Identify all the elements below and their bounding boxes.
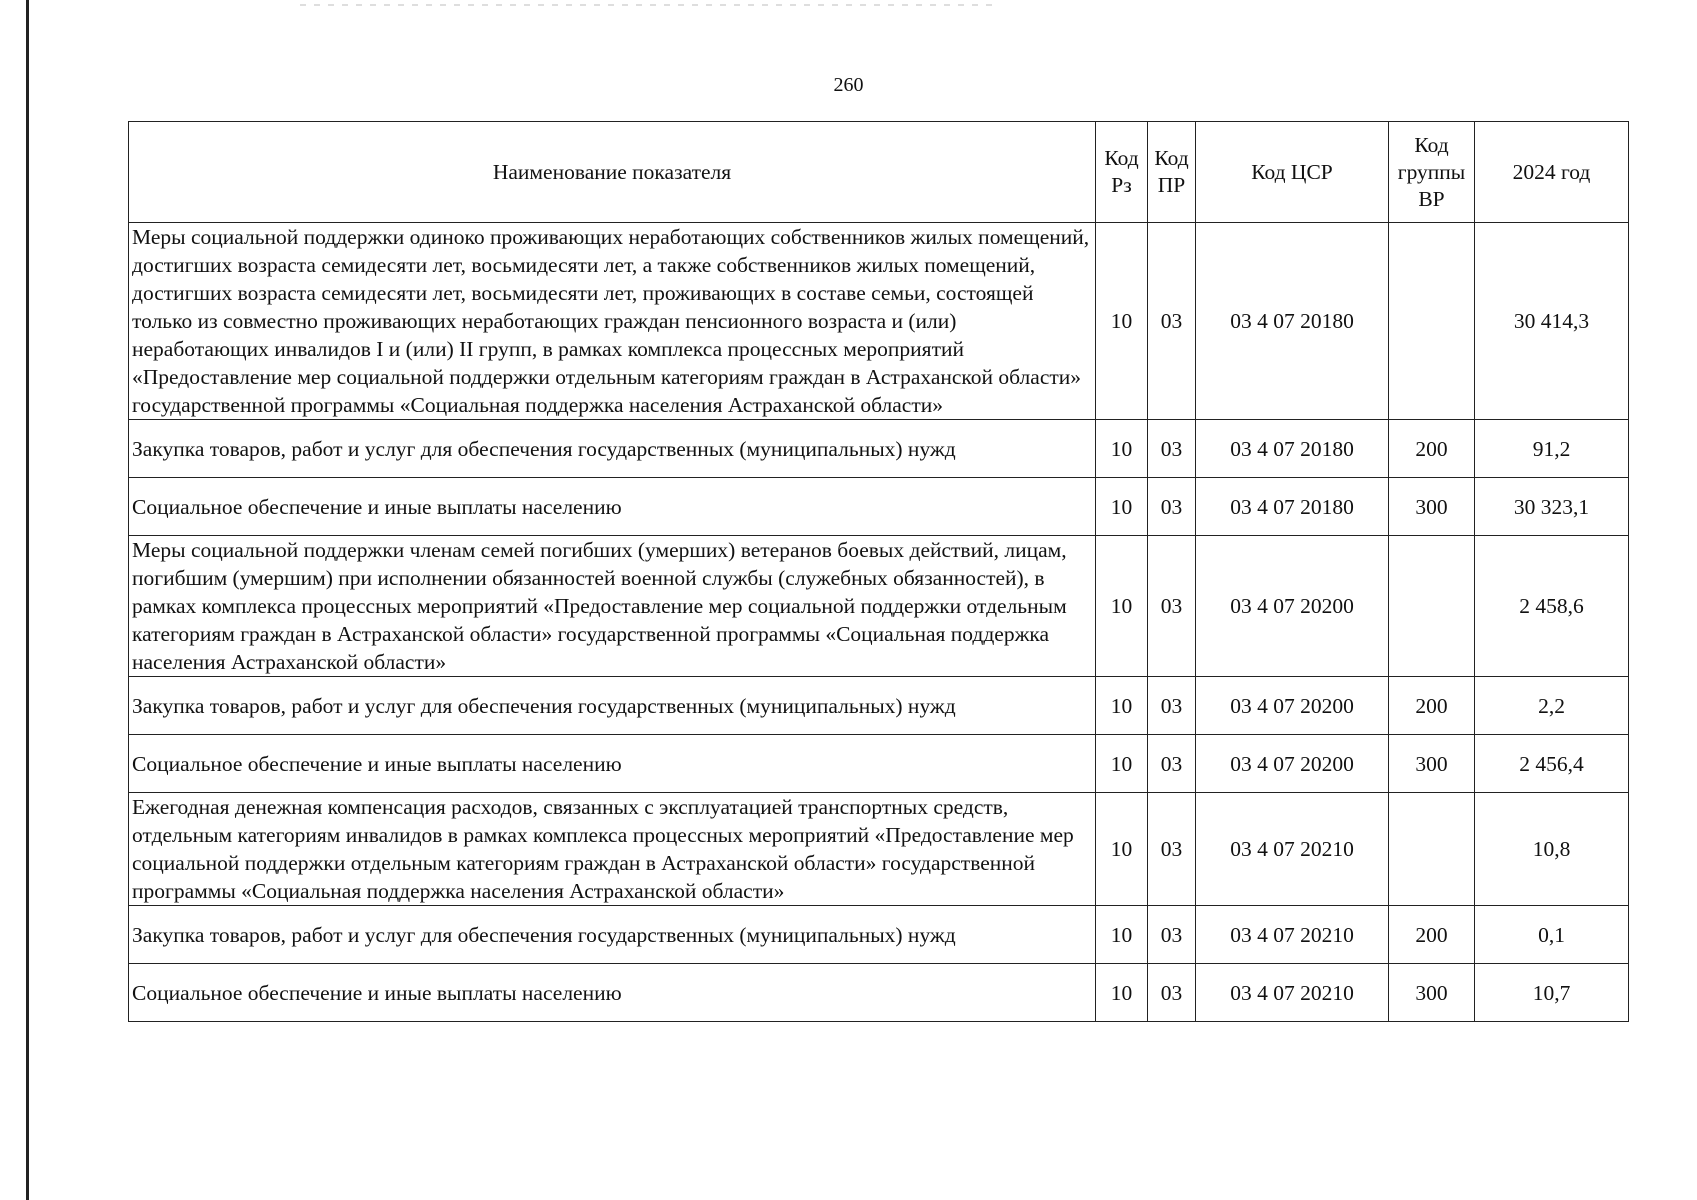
row-vr: 200: [1389, 420, 1475, 478]
row-pr: 03: [1148, 677, 1196, 735]
row-csr: 03 4 07 20200: [1196, 536, 1389, 677]
header-pr: Код ПР: [1148, 122, 1196, 223]
row-value: 91,2: [1475, 420, 1629, 478]
row-csr: 03 4 07 20210: [1196, 906, 1389, 964]
table-row: [129, 906, 1629, 964]
table-row: [129, 793, 1629, 906]
row-value: 2 458,6: [1475, 536, 1629, 677]
table-row: [129, 964, 1629, 1022]
row-rz: 10: [1096, 536, 1148, 677]
row-name: Закупка товаров, работ и услуг для обеспечения государственных (муниципальных) нужд: [129, 906, 1096, 964]
table-row: [129, 478, 1629, 536]
row-pr: 03: [1148, 223, 1196, 420]
row-name: Социальное обеспечение и иные выплаты населению: [129, 735, 1096, 793]
row-rz: 10: [1096, 478, 1148, 536]
row-csr: 03 4 07 20200: [1196, 735, 1389, 793]
header-rz: Код Рз: [1096, 122, 1148, 223]
row-rz: 10: [1096, 735, 1148, 793]
header-vr: Код группы ВР: [1389, 122, 1475, 223]
row-value: 2 456,4: [1475, 735, 1629, 793]
row-vr: [1389, 536, 1475, 677]
row-name: Меры социальной поддержки одиноко проживающих неработающих собственников жилых помещений, достигших возраста семидесяти лет, восьмидесяти лет, а также собственников жилых помещений, достигших возраста семидесяти лет, восьмидесяти лет, проживающих в составе семьи, состоящей только из совместно проживающих неработающих граждан пенсионного возраста и (или) неработающих инвалидов I и (или) II групп, в рамках комплекса процессных мероприятий «Предоставление мер социальной поддержки отдельным категориям граждан в Астраханской области» государственной программы «Социальная поддержка населения Астраханской области»: [129, 223, 1096, 420]
table-row: [129, 223, 1629, 420]
row-csr: 03 4 07 20210: [1196, 793, 1389, 906]
row-pr: 03: [1148, 793, 1196, 906]
row-vr: [1389, 223, 1475, 420]
binding-edge-line: [26, 0, 29, 1200]
table-row: [129, 536, 1629, 677]
row-rz: 10: [1096, 793, 1148, 906]
row-rz: 10: [1096, 677, 1148, 735]
row-value: 30 323,1: [1475, 478, 1629, 536]
row-rz: 10: [1096, 906, 1148, 964]
row-vr: 300: [1389, 478, 1475, 536]
row-pr: 03: [1148, 964, 1196, 1022]
row-vr: 300: [1389, 964, 1475, 1022]
table-row: [129, 420, 1629, 478]
row-pr: 03: [1148, 906, 1196, 964]
row-vr: 300: [1389, 735, 1475, 793]
row-pr: 03: [1148, 420, 1196, 478]
row-value: 10,7: [1475, 964, 1629, 1022]
row-csr: 03 4 07 20200: [1196, 677, 1389, 735]
row-name: Социальное обеспечение и иные выплаты населению: [129, 964, 1096, 1022]
row-value: 0,1: [1475, 906, 1629, 964]
row-value: 10,8: [1475, 793, 1629, 906]
row-csr: 03 4 07 20180: [1196, 420, 1389, 478]
page-number: 260: [833, 74, 864, 96]
row-csr: 03 4 07 20180: [1196, 223, 1389, 420]
row-vr: 200: [1389, 906, 1475, 964]
row-pr: 03: [1148, 536, 1196, 677]
row-pr: 03: [1148, 735, 1196, 793]
header-name: Наименование показателя: [129, 122, 1096, 223]
row-name: Социальное обеспечение и иные выплаты населению: [129, 478, 1096, 536]
table-row: [129, 677, 1629, 735]
row-pr: 03: [1148, 478, 1196, 536]
row-csr: 03 4 07 20210: [1196, 964, 1389, 1022]
scan-artifact: [300, 4, 1000, 6]
row-value: 2,2: [1475, 677, 1629, 735]
row-name: Меры социальной поддержки членам семей погибших (умерших) ветеранов боевых действий, лицам, погибшим (умершим) при исполнении обязанностей военной службы (служебных обязанностей), в рамках комплекса процессных мероприятий «Предоставление мер социальной поддержки отдельным категориям граждан в Астраханской области» государственной программы «Социальная поддержка населения Астраханской области»: [129, 536, 1096, 677]
header-csr: Код ЦСР: [1196, 122, 1389, 223]
row-vr: 200: [1389, 677, 1475, 735]
row-name: Ежегодная денежная компенсация расходов, связанных с эксплуатацией транспортных средств, отдельным категориям инвалидов в рамках комплекса процессных мероприятий «Предоставление мер социальной поддержки отдельным категориям граждан в Астраханской области» государственной программы «Социальная поддержка населения Астраханской области»: [129, 793, 1096, 906]
row-vr: [1389, 793, 1475, 906]
header-year: 2024 год: [1475, 122, 1629, 223]
row-value: 30 414,3: [1475, 223, 1629, 420]
table-header-row: [129, 122, 1629, 223]
row-name: Закупка товаров, работ и услуг для обеспечения государственных (муниципальных) нужд: [129, 677, 1096, 735]
row-rz: 10: [1096, 420, 1148, 478]
row-rz: 10: [1096, 223, 1148, 420]
table-row: [129, 735, 1629, 793]
row-name: Закупка товаров, работ и услуг для обеспечения государственных (муниципальных) нужд: [129, 420, 1096, 478]
row-csr: 03 4 07 20180: [1196, 478, 1389, 536]
row-rz: 10: [1096, 964, 1148, 1022]
budget-table: [128, 121, 1629, 1022]
